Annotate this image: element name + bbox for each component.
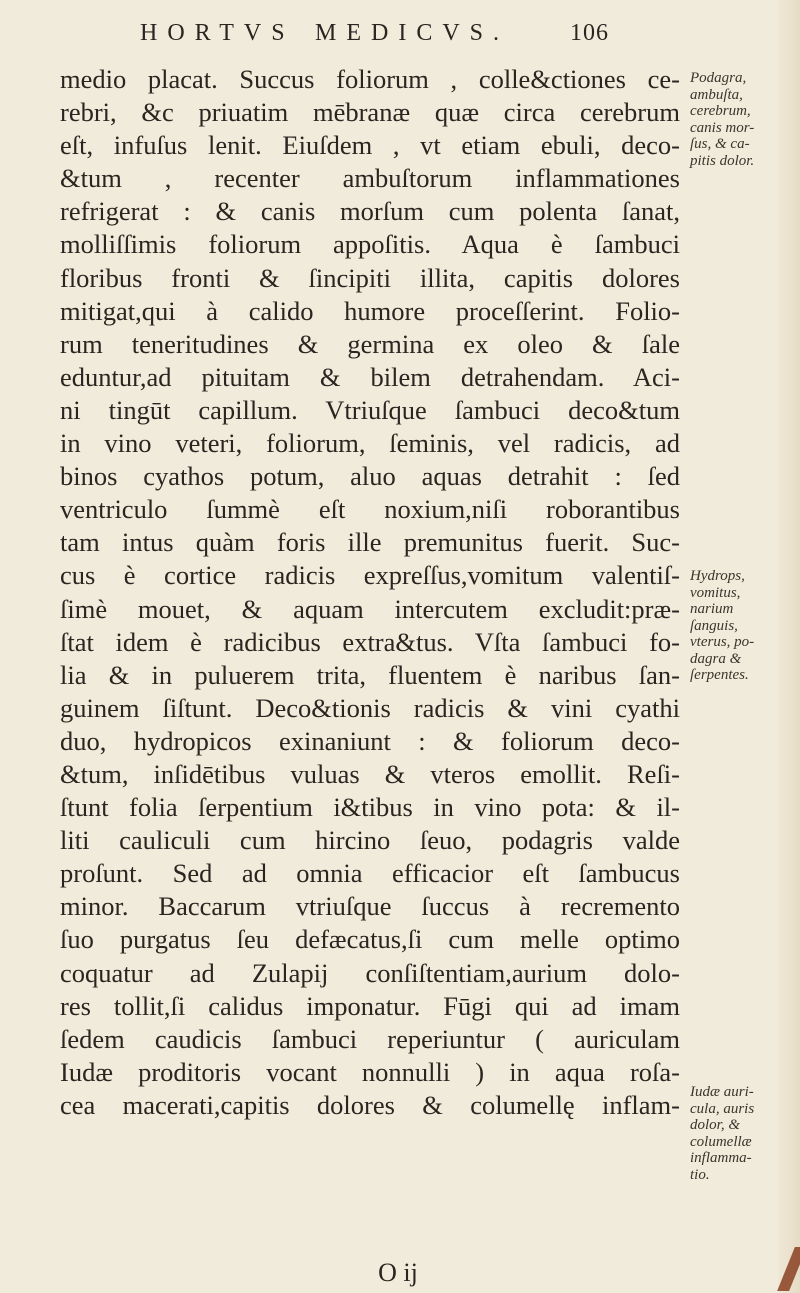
text-line: res tollit,ſi calidus imponatur. Fūgi qui ad imam xyxy=(60,990,680,1021)
text-line: mitigat,qui à calido humore proceſſerint. Folio- xyxy=(60,295,680,326)
marginal-note-line: dolor, & xyxy=(690,1117,741,1133)
text-line: eduntur,ad pituitam & bilem detrahendam. Aci- xyxy=(60,361,680,392)
marginal-note-line: Hydrops, xyxy=(690,568,745,584)
text-line: floribus fronti & ſincipiti illita, capitis dolores xyxy=(60,262,680,293)
text-line: cea macerati,capitis dolores & columellę inflam- xyxy=(60,1089,680,1120)
text-line: cus è cortice radicis expreſſus,vomitum valentiſ- xyxy=(60,560,680,591)
marginal-note-line: tio. xyxy=(690,1166,710,1183)
running-title-right: MEDICVS. xyxy=(315,20,510,46)
text-line: liti cauliculi cum hircino ſeuo, podagris valde xyxy=(60,825,680,856)
text-line: eſt, infuſus lenit. Eiuſdem , vt etiam ebuli, deco- xyxy=(60,130,680,161)
marginal-note-line: vterus, po- xyxy=(690,634,755,650)
text-line: refrigerat : & canis morſum cum polenta ſanat, xyxy=(60,196,680,227)
text-line: &tum , recenter ambuſtorum inflammationes xyxy=(60,163,680,194)
running-title-left: HORTVS xyxy=(140,20,295,46)
text-line: guinem ſiſtunt. Deco&tionis radicis & vini cyathi xyxy=(60,692,680,723)
marginal-note xyxy=(690,70,790,169)
text-line: rum teneritudines & germina ex oleo & ſale xyxy=(60,328,680,359)
running-header xyxy=(140,20,660,54)
marginal-note-line: inflamma- xyxy=(690,1150,752,1166)
text-line: rebri, &c priuatim mēbranæ quæ circa cerebrum xyxy=(60,97,680,128)
marginal-note-line: cula, auris xyxy=(690,1100,755,1117)
text-line: proſunt. Sed ad omnia efficacior eſt ſambucus xyxy=(60,858,680,889)
marginal-note-line: dagra & xyxy=(690,650,742,667)
text-line: duo, hydropicos exinaniunt : & foliorum deco- xyxy=(60,725,680,756)
text-line: tam intus quàm foris ille premunitus fuerit. Suc- xyxy=(60,527,680,558)
marginal-note xyxy=(690,568,790,684)
marginal-note-line: pitis dolor. xyxy=(690,152,755,169)
text-line: in vino veteri, foliorum, ſeminis, vel radicis, ad xyxy=(60,428,680,459)
text-line: ſuo purgatus ſeu defæcatus,ſi cum melle optimo xyxy=(60,924,680,955)
marginal-note-line: narium xyxy=(690,601,734,617)
main-text-block xyxy=(60,63,680,1122)
marginal-note-line: ambuſta, xyxy=(690,86,743,103)
text-line: ventriculo ſummè eſt noxium,niſi roborantibus xyxy=(60,494,680,525)
signature-mark: O ij xyxy=(378,1258,418,1287)
marginal-note-line: canis mor- xyxy=(690,119,755,136)
marginal-note-line: ſerpentes. xyxy=(690,667,749,683)
text-line: coquatur ad Zulapij conſiſtentiam,aurium dolo- xyxy=(60,957,680,988)
text-line: lia & in puluerem trita, fluentem è naribus ſan- xyxy=(60,659,680,690)
marginal-note xyxy=(690,1084,790,1183)
text-line: ſtat idem è radicibus extra&tus. Vſta ſambuci fo- xyxy=(60,626,680,657)
page-number: 106 xyxy=(570,20,609,46)
text-line: binos cyathos potum, aluo aquas detrahit : ſed xyxy=(60,461,680,492)
text-line: ſtunt folia ſerpentium i&tibus in vino pota: & il- xyxy=(60,792,680,823)
text-line: molliſſimis foliorum appoſitis. Aqua è ſambuci xyxy=(60,229,680,260)
text-line: medio placat. Succus foliorum , colle&ctiones ce- xyxy=(60,64,680,94)
marginal-note-line: ſus, & ca- xyxy=(690,136,750,152)
marginal-note-line: Iudæ auri- xyxy=(690,1084,754,1100)
text-line: minor. Baccarum vtriuſque ſuccus à recremento xyxy=(60,891,680,922)
marginal-note-line: Podagra, xyxy=(690,70,747,86)
marginal-note-line: ſanguis, xyxy=(690,617,738,634)
text-line: ni tingūt capillum. Vtriuſque ſambuci deco&tum xyxy=(60,394,680,425)
marginal-note-line: columellæ xyxy=(690,1133,752,1150)
text-line: Iudæ proditoris vocant nonnulli ) in aqua roſa- xyxy=(60,1056,680,1087)
text-line: ſedem caudicis ſambuci reperiuntur ( auriculam xyxy=(60,1023,680,1054)
text-line: &tum, inſidētibus vuluas & vteros emollit. Reſi- xyxy=(60,758,680,789)
marginal-note-line: cerebrum, xyxy=(690,103,751,119)
marginal-note-line: vomitus, xyxy=(690,584,741,601)
text-line: ſimè mouet, & aquam intercutem excludit:præ- xyxy=(60,593,680,624)
